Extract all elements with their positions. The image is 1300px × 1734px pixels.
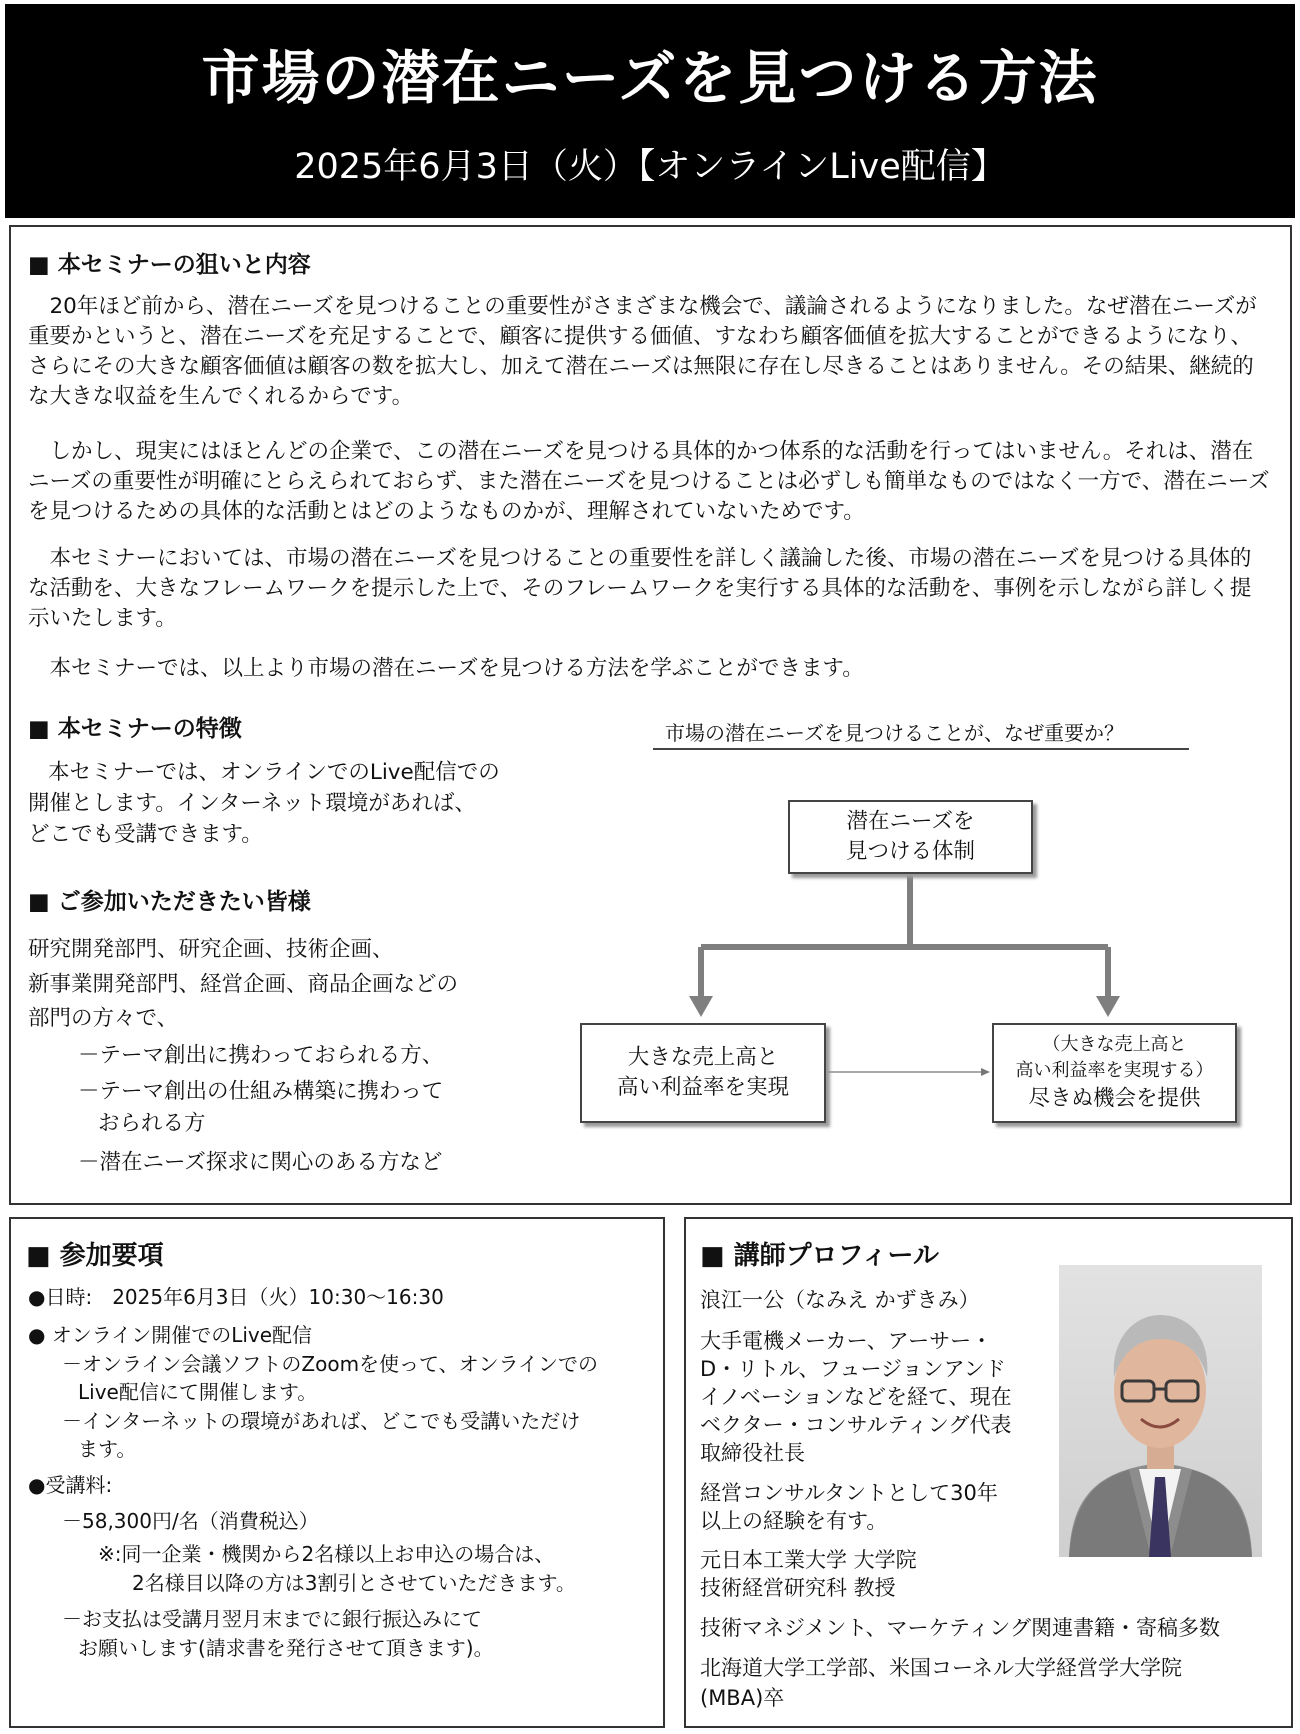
diagram-box-text: 高い利益率を実現 (616, 1075, 789, 1100)
info-line: －58,300円/名（消費税込） (62, 1509, 319, 1533)
aims-paragraph-3: 本セミナーにおいては、市場の潜在ニーズを見つけることの重要性を詳しく議論した後、市場の潜在ニーズを見つける具体的な活動を、大きなフレームワークを提示した上で、そのフレームワークを実行する具体的な活動を、事例を示しながら詳しく提示いたします。 (28, 546, 1252, 631)
diagram-box-text: 潜在ニーズを (846, 809, 975, 834)
info-line: 2名様目以降の方は3割引とさせていただきます。 (132, 1571, 576, 1595)
diagram-box-opportunity (992, 1023, 1237, 1123)
aims-paragraph-4: 本セミナーでは、以上より市場の潜在ニーズを見つける方法を学ぶことができます。 (49, 656, 864, 681)
profile-line: ベクター・コンサルティング代表 (700, 1413, 1012, 1437)
diagram-box-text: 高い利益率を実現する） (1015, 1060, 1214, 1081)
diagram-title: 市場の潜在ニーズを見つけることが、なぜ重要か？ (653, 718, 1189, 750)
info-line: ●受講料: (28, 1473, 113, 1497)
info-line: お願いします(請求書を発行させて頂きます)。 (78, 1636, 494, 1660)
audience-line: －テーマ創出に携わっておられる方、 (78, 1043, 444, 1068)
profile-heading: ■ 講師プロフィール (700, 1241, 940, 1271)
info-line: Live配信にて開催します。 (78, 1380, 318, 1404)
features-line: どこでも受講できます。 (28, 822, 263, 847)
page-subtitle: 2025年6月3日（火）【オンラインLive配信】 (294, 147, 1006, 187)
features-line: 本セミナーでは、オンラインでのLive配信での (48, 760, 500, 785)
audience-line: おられる方 (98, 1111, 206, 1136)
diagram-box-text: 見つける体制 (845, 839, 975, 864)
diagram-box-revenue (580, 1023, 826, 1123)
diagram-box-text: 尽きぬ機会を提供 (1028, 1086, 1201, 1111)
profile-line: (MBA)卒 (700, 1686, 785, 1710)
diagram-box-text: 大きな売上高と (627, 1045, 779, 1070)
info-line: ます。 (78, 1437, 137, 1461)
info-line: －インターネットの環境があれば、どこでも受講いただけ (62, 1409, 581, 1433)
info-line: ●日時: 2025年6月3日（火）10:30～16:30 (28, 1285, 444, 1309)
audience-line: 部門の方々で、 (28, 1006, 179, 1031)
profile-line: 技術マネジメント、マーケティング関連書籍・寄稿多数 (700, 1616, 1220, 1640)
info-heading: ■ 参加要項 (26, 1241, 164, 1271)
aims-paragraph-1: 20年ほど前から、潜在ニーズを見つけることの重要性がさまざまな機会で、議論されるようになりました。なぜ潜在ニーズが重要かというと、潜在ニーズを充足することで、顧客に提供する価値、すなわち顧客価値を拡大することができるようになり、さらにその大きな顧客価値は顧客の数を拡大し、加えて潜在ニーズは無限に存在し尽きることはありません。その結果、継続的な大きな収益を生んでくれるからです。 (28, 294, 1257, 409)
profile-line: 大手電機メーカー、アーサー・ (700, 1329, 993, 1353)
info-line: ● オンライン開催でのLive配信 (28, 1323, 313, 1347)
aims-paragraph-2: しかし、現実にはほとんどの企業で、この潜在ニーズを見つける具体的かつ体系的な活動を行ってはいません。それは、潜在ニーズの重要性が明確にとらえられておらず、また潜在ニーズを見つけることは必ずしも簡単なものではなく一方で、潜在ニーズを見つけるための具体的な活動とはどのようなものかが、理解されていないためです。 (28, 439, 1270, 524)
info-line: －お支払は受講月翌月末までに銀行振込みにて (62, 1607, 482, 1631)
aims-heading: ■ 本セミナーの狙いと内容 (28, 252, 311, 278)
audience-line: －テーマ創出の仕組み構築に携わって (78, 1079, 444, 1104)
audience-heading: ■ ご参加いただきたい皆様 (28, 889, 311, 915)
audience-line: 新事業開発部門、経営企画、商品企画などの (28, 972, 459, 997)
profile-line: 元日本工業大学 大学院 (700, 1548, 917, 1572)
instructor-name: 浪江一公（なみえ かずきみ） (700, 1288, 980, 1312)
profile-line: イノベーションなどを経て、現在 (700, 1385, 1012, 1409)
features-heading: ■ 本セミナーの特徴 (28, 716, 242, 742)
profile-line: 以上の経験を有す。 (700, 1509, 888, 1533)
profile-line: 経営コンサルタントとして30年 (700, 1481, 998, 1505)
instructor-photo (1059, 1265, 1262, 1557)
audience-line: －潜在ニーズ探求に関心のある方など (78, 1150, 443, 1175)
diagram-box-system (788, 800, 1033, 874)
profile-line: D・リトル、フュージョンアンド (700, 1357, 1006, 1381)
audience-line: 研究開発部門、研究企画、技術企画、 (28, 937, 394, 962)
profile-line: 北海道大学工学部、米国コーネル大学経営学大学院 (700, 1656, 1182, 1680)
page-title: 市場の潜在ニーズを見つける方法 (201, 44, 1099, 112)
profile-line: 取締役社長 (700, 1441, 805, 1465)
info-line: ※:同一企業・機関から2名様以上お申込の場合は、 (98, 1542, 555, 1566)
diagram-box-text: （大きな売上高と (1042, 1034, 1187, 1055)
profile-line: 技術経営研究科 教授 (700, 1576, 896, 1600)
features-line: 開催とします。インターネット環境があれば、 (28, 791, 476, 816)
info-line: －オンライン会議ソフトのZoomを使って、オンラインでの (62, 1352, 599, 1376)
